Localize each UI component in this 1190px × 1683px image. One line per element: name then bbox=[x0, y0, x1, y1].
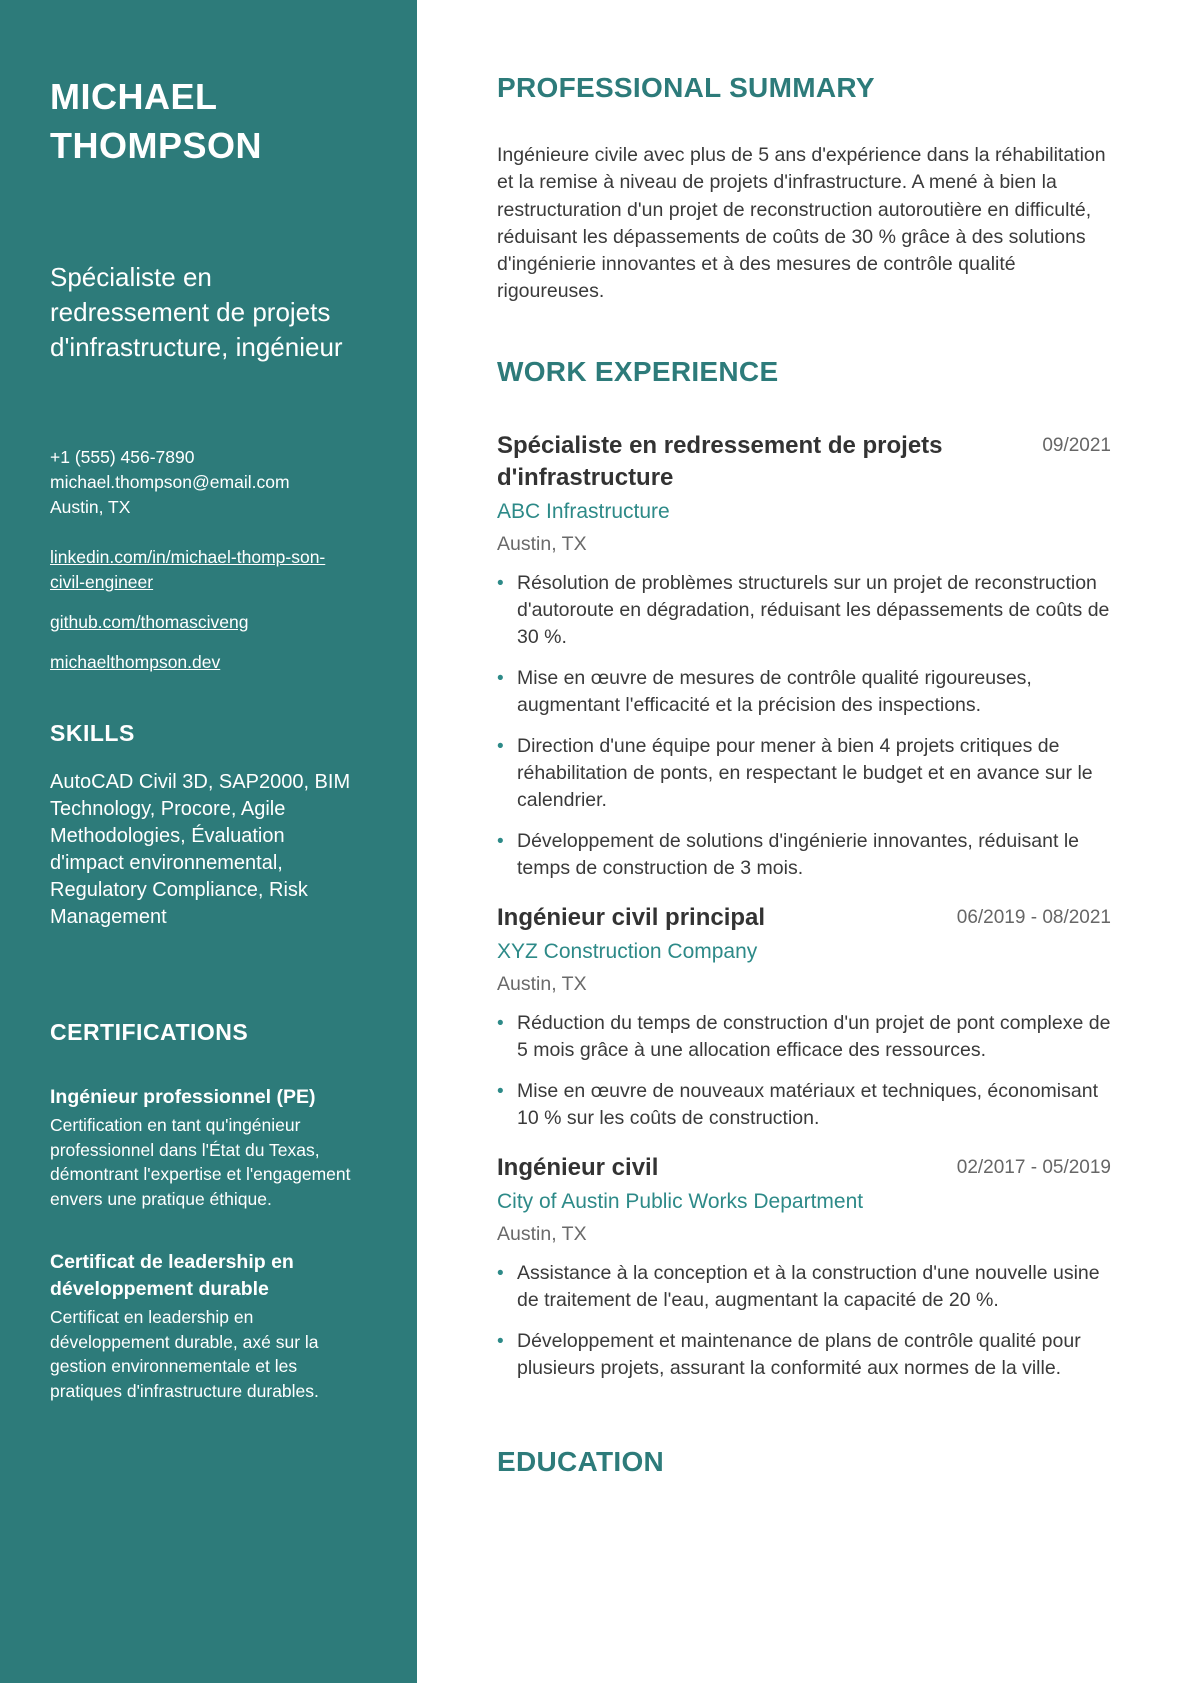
skills-heading: SKILLS bbox=[50, 720, 135, 746]
link-website[interactable]: michaelthompson.dev bbox=[50, 652, 221, 672]
link-linkedin[interactable]: linkedin.com/in/michael-thomp-son-civil-engineer bbox=[50, 547, 326, 592]
job-location: Austin, TX bbox=[497, 1222, 587, 1245]
job-title: Ingénieur civil bbox=[497, 1153, 659, 1181]
summary-heading: PROFESSIONAL SUMMARY bbox=[497, 72, 875, 103]
bullet-icon: • bbox=[497, 830, 504, 852]
job-bullets bbox=[497, 570, 1111, 882]
certification-title: Ingénieur professionnel (PE) bbox=[50, 1086, 316, 1108]
bullet-text: Réduction du temps de construction d'un projet de pont complexe de 5 mois grâce à une allocation efficace des ressources. bbox=[517, 1011, 1111, 1061]
bullet-item bbox=[497, 828, 1111, 882]
contact-block bbox=[50, 445, 377, 520]
candidate-headline: Spécialiste en redressement de projets d'infrastructure, ingénieur bbox=[50, 262, 343, 362]
bullet-icon: • bbox=[497, 735, 504, 757]
job-location: Austin, TX bbox=[497, 532, 587, 555]
bullet-item bbox=[497, 1078, 1111, 1132]
job-bullets bbox=[497, 1010, 1111, 1132]
job-entry bbox=[497, 430, 1111, 882]
candidate-name bbox=[50, 72, 377, 170]
bullet-icon: • bbox=[497, 572, 504, 594]
certification-description: Certificat en leadership en développement durable, axé sur la gestion environnementale et les pratiques d'infrastructure durables. bbox=[50, 1307, 319, 1401]
job-location: Austin, TX bbox=[497, 972, 587, 995]
bullet-text: Résolution de problèmes structurels sur un projet de reconstruction d'autoroute en dégradation, réduisant les dépassements de coûts de 30 %. bbox=[517, 571, 1110, 648]
contact-location: Austin, TX bbox=[50, 497, 131, 517]
summary-text: Ingénieure civile avec plus de 5 ans d'expérience dans la réhabilitation et la remise à niveau de projets d'infrastructure. A mené à bien la restructuration d'un projet de reconstruction autoroutière en difficulté, réduisant les dépassements de coûts de 30 % grâce à des solutions d'ingénierie innovantes et à des mesures de contrôle qualité rigoureuses. bbox=[497, 144, 1106, 303]
bullet-item bbox=[497, 1328, 1111, 1382]
bullet-item bbox=[497, 733, 1111, 814]
job-header bbox=[497, 430, 1111, 494]
job-bullets bbox=[497, 1260, 1111, 1382]
bullet-text: Développement de solutions d'ingénierie innovantes, réduisant le temps de construction de 3 mois. bbox=[517, 829, 1080, 879]
skills-text: AutoCAD Civil 3D, SAP2000, BIM Technology, Procore, Agile Methodologies, Évaluation d'impact environnemental, Regulatory Compliance, Risk Management bbox=[50, 771, 351, 928]
job-header bbox=[497, 902, 1111, 934]
bullet-icon: • bbox=[497, 1262, 504, 1284]
job-entry bbox=[497, 1152, 1111, 1382]
bullet-item bbox=[497, 665, 1111, 719]
bullet-item bbox=[497, 1260, 1111, 1314]
bullet-icon: • bbox=[497, 1330, 504, 1352]
bullet-text: Assistance à la conception et à la construction d'une nouvelle usine de traitement de l'eau, augmentant la capacité de 20 %. bbox=[517, 1261, 1100, 1311]
sidebar bbox=[0, 0, 417, 1683]
certification-title: Certificat de leadership en développement durable bbox=[50, 1251, 294, 1300]
job-entry bbox=[497, 902, 1111, 1132]
job-title: Spécialiste en redressement de projets d'infrastructure bbox=[497, 431, 943, 491]
job-date: 06/2019 - 08/2021 bbox=[956, 906, 1111, 928]
job-date: 09/2021 bbox=[1042, 434, 1111, 456]
bullet-item bbox=[497, 570, 1111, 651]
main-content bbox=[497, 0, 1111, 1478]
certifications-heading: CERTIFICATIONS bbox=[50, 1019, 249, 1045]
certification-item bbox=[50, 1084, 360, 1211]
certification-item bbox=[50, 1249, 360, 1403]
job-header bbox=[497, 1152, 1111, 1184]
job-title: Ingénieur civil principal bbox=[497, 903, 766, 931]
name-first: MICHAEL bbox=[50, 76, 218, 117]
job-company: City of Austin Public Works Department bbox=[497, 1189, 864, 1213]
contact-phone: +1 (555) 456-7890 bbox=[50, 447, 195, 467]
bullet-icon: • bbox=[497, 667, 504, 689]
education-heading: EDUCATION bbox=[497, 1445, 665, 1477]
certification-description: Certification en tant qu'ingénieur professionnel dans l'État du Texas, démontrant l'expertise et l'engagement envers une pratique éthique. bbox=[50, 1115, 351, 1209]
job-date: 02/2017 - 05/2019 bbox=[956, 1156, 1111, 1178]
bullet-text: Mise en œuvre de mesures de contrôle qualité rigoureuses, augmentant l'efficacité et la précision des inspections. bbox=[517, 666, 1032, 716]
job-company: ABC Infrastructure bbox=[497, 499, 670, 523]
bullet-item bbox=[497, 1010, 1111, 1064]
contact-email: michael.thompson@email.com bbox=[50, 472, 290, 492]
experience-heading: WORK EXPERIENCE bbox=[497, 355, 779, 387]
name-last: THOMPSON bbox=[50, 125, 263, 166]
link-github[interactable]: github.com/thomasciveng bbox=[50, 612, 249, 632]
bullet-text: Direction d'une équipe pour mener à bien 4 projets critiques de réhabilitation de ponts, en respectant le budget et en avance sur le calendrier. bbox=[517, 734, 1093, 811]
bullet-icon: • bbox=[497, 1080, 504, 1102]
job-company: XYZ Construction Company bbox=[497, 939, 758, 963]
bullet-text: Développement et maintenance de plans de contrôle qualité pour plusieurs projets, assurant la conformité aux normes de la ville. bbox=[517, 1329, 1081, 1379]
links-block bbox=[50, 545, 377, 675]
bullet-text: Mise en œuvre de nouveaux matériaux et techniques, économisant 10 % sur les coûts de construction. bbox=[517, 1079, 1098, 1129]
bullet-icon: • bbox=[497, 1012, 504, 1034]
